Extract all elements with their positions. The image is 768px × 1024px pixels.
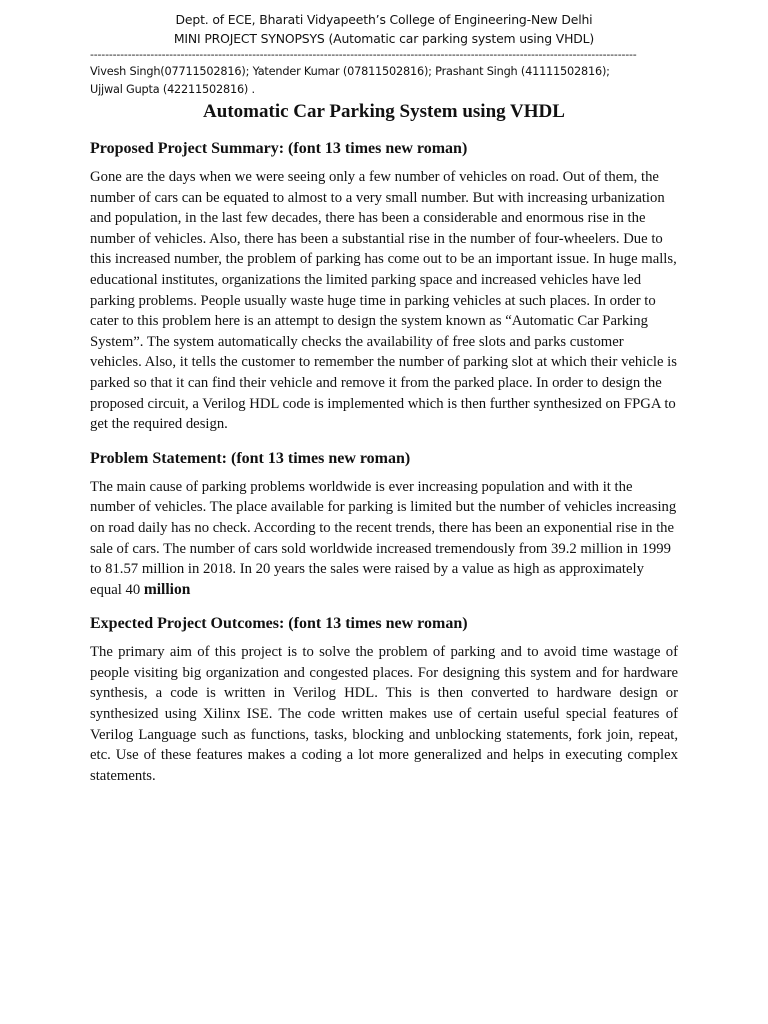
document-title: Automatic Car Parking System using VHDL	[203, 101, 565, 122]
problem-text: The main cause of parking problems worldwide is ever increasing population and with it the number of vehicles. The place available for parking is limited but the number of vehicles increasing on road daily has no check. According to the recent trends, there has been an exponential rise in the sale of cars. The number of cars sold worldwide increased tremendously from 39.2 million in 1999 to 81.57 million in 2018. In 20 years the sales were raised by a value as high as approximately equal 40	[90, 478, 677, 598]
problem-paragraph	[90, 477, 678, 601]
document-page	[90, 0, 678, 786]
summary-heading: Proposed Project Summary: (font 13 times new roman)	[90, 140, 468, 157]
outcomes-heading: Expected Project Outcomes: (font 13 times new roman)	[90, 615, 468, 633]
document-header	[90, 10, 678, 48]
header-separator: -------------------------------------------------------------------------------------------------------------------------------------------------	[90, 49, 637, 61]
authors-line-2: Ujjwal Gupta (42211502816) .	[90, 83, 255, 96]
problem-heading: Problem Statement: (font 13 times new roman)	[90, 449, 411, 467]
header-department: Dept. of ECE, Bharati Vidyapeeth’s College of Engineering-New Delhi	[175, 12, 593, 27]
header-synopsis-title: MINI PROJECT SYNOPSYS (Automatic car parking system using VHDL)	[173, 31, 595, 46]
problem-text-bold: million	[143, 580, 191, 598]
authors-list	[90, 63, 678, 99]
summary-paragraph: Gone are the days when we were seeing only a few number of vehicles on road. Out of them, the number of cars can be equated to almost to a very small number. But with increasing urbanization and population, in the last few decades, there has been a considerable and enormous rise in the number of vehicles. Also, there has been a substantial rise in the number of four-wheelers. Due to this increased number, the problem of parking has come out to be an important issue. In huge malls, educational institutes, organizations the limited parking space and increased vehicles have led parking problems. People usually waste huge time in parking vehicles at such places. In order to cater to this problem here is an attempt to design the system known as “Automatic Car Parking System”. The system automatically checks the availability of free slots and parks customer vehicles. Also, it tells the customer to remember the number of parking slot at which their vehicle is parked so that it can find their vehicle and remove it from the parked place. In order to design the proposed circuit, a Verilog HDL code is implemented which is then further synthesized on FPGA to get the required design.	[90, 169, 677, 433]
authors-line-1: Vivesh Singh(07711502816); Yatender Kumar (07811502816); Prashant Singh (41111502816);	[90, 65, 610, 78]
outcomes-paragraph: The primary aim of this project is to solve the problem of parking and to avoid time wastage of people visiting big organization and congested places. For designing this system and for hardware synthesis, a code is written in Verilog HDL. This is then converted to hardware design or synthesized using Xilinx ISE. The code written makes use of certain useful special features of Verilog Language such as functions, tasks, blocking and unblocking statements, fork join, repeat, etc. Use of these features makes a coding a lot more generalized and helps in executing complex statements.	[90, 644, 678, 784]
